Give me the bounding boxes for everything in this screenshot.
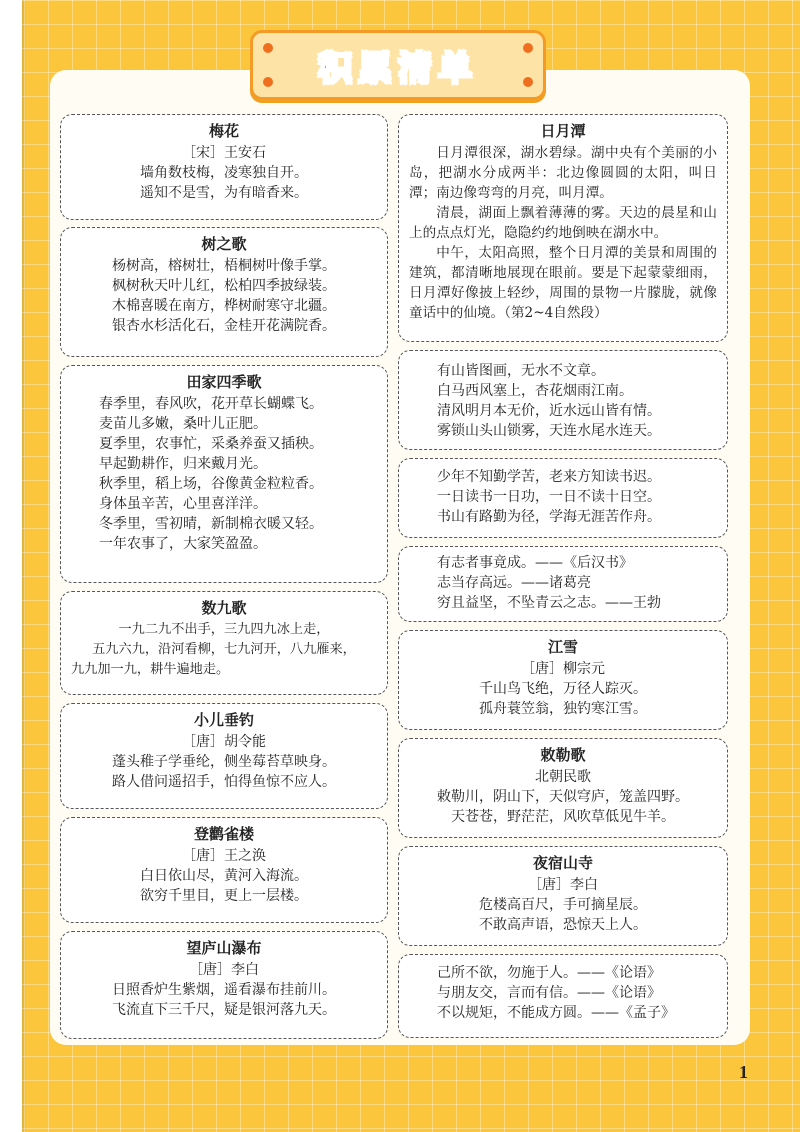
card-tianjia — [60, 365, 388, 583]
card-title: 树之歌 — [201, 235, 247, 253]
poem-line: 夏季里，农事忙，采桑养蚕又插秧。 — [99, 436, 323, 452]
card-author: ［唐］柳宗元 — [521, 661, 605, 677]
poem-line: 枫树秋天叶儿红，松柏四季披绿装。 — [112, 278, 336, 294]
poem-line: 杨树高，榕树壮，梧桐树叶像手掌。 — [112, 258, 336, 274]
card-classic-quotes — [398, 954, 728, 1038]
poem-line: 飞流直下三千尺，疑是银河落九天。 — [112, 1002, 336, 1018]
poem-line: 白日依山尽，黄河入海流。 — [140, 868, 308, 884]
card-study-proverbs — [398, 458, 728, 538]
verse-line: 一日读书一日功，一日不读十日空。 — [437, 489, 661, 505]
poem-line: 遥知不是雪，为有暗香来。 — [140, 185, 308, 201]
page-title: 积累清单 — [318, 48, 478, 89]
card-ambition-quotes — [398, 546, 728, 622]
card-xiaoer — [60, 703, 388, 809]
card-title: 小儿垂钓 — [193, 711, 254, 729]
card-title: 数九歌 — [201, 599, 247, 617]
poem-line: 欲穷千里目，更上一层楼。 — [140, 888, 308, 904]
poem-line: 木棉喜暖在南方，桦树耐寒守北疆。 — [112, 298, 336, 314]
quote-line: 不以规矩，不能成方圆。——《孟子》 — [437, 1005, 675, 1021]
card-author: ［宋］王安石 — [182, 145, 266, 161]
card-title: 望庐山瀑布 — [186, 939, 262, 957]
poem-line: 天苍苍，野茫茫，风吹草低见牛羊。 — [451, 809, 675, 825]
passage-paragraph: 中午，太阳高照，整个日月潭的美景和周围的建筑，都清晰地展现在眼前。要是下起蒙蒙细雨，日月潭好像披上轻纱，周围的景物一片朦胧，就像童话中的仙境。（第2~4自然段） — [409, 245, 717, 321]
card-title: 夜宿山寺 — [532, 854, 593, 872]
card-couplets — [398, 350, 728, 450]
card-title: 梅花 — [208, 122, 239, 140]
card-chilege — [398, 738, 728, 838]
poem-line: 秋季里，稻上场，谷像黄金粒粒香。 — [99, 476, 323, 492]
card-meihua — [60, 114, 388, 220]
card-author: 北朝民歌 — [535, 769, 591, 785]
card-author: ［唐］李白 — [528, 877, 598, 893]
title-banner — [250, 30, 546, 100]
poem-line: 危楼高百尺，手可摘星辰。 — [479, 897, 647, 913]
card-author: ［唐］李白 — [189, 962, 259, 978]
quote-line: 有志者事竟成。——《后汉书》 — [437, 555, 633, 571]
verse-line: 雾锁山头山锁雾，天连水尾水连天。 — [437, 423, 661, 439]
passage-paragraph: 日月潭很深，湖水碧绿。湖中央有个美丽的小岛，把湖水分成两半：北边像圆圆的太阳，叫日潭；南边像弯弯的月亮，叫月潭。 — [409, 145, 717, 201]
banner-dot — [523, 43, 533, 53]
poem-line: 五九六九，沿河看柳，七九河开，八九雁来， — [92, 642, 356, 657]
card-shujiuge — [60, 591, 388, 695]
poem-line: 敕勒川，阴山下，天似穹庐，笼盖四野。 — [437, 789, 689, 805]
page-number: 1 — [739, 1062, 748, 1082]
poem-line: 冬季里，雪初晴，新制棉衣暖又轻。 — [99, 516, 323, 532]
card-title: 田家四季歌 — [186, 373, 262, 391]
card-yesushansi — [398, 846, 728, 946]
banner-dot — [263, 77, 273, 87]
poem-line: 不敢高声语，恐惊天上人。 — [479, 917, 647, 933]
quote-line: 穷且益坚，不坠青云之志。——王勃 — [437, 595, 661, 611]
poem-line: 银杏水杉活化石，金桂开花满院香。 — [112, 318, 336, 334]
quote-line: 志当存高远。——诸葛亮 — [437, 575, 591, 591]
card-jiangxue — [398, 630, 728, 730]
verse-line: 书山有路勤为径，学海无涯苦作舟。 — [437, 509, 661, 525]
poem-line: 麦苗儿多嫩，桑叶儿正肥。 — [99, 416, 267, 432]
card-title: 敕勒歌 — [540, 746, 586, 764]
poem-line: 日照香炉生紫烟，遥看瀑布挂前川。 — [112, 982, 336, 998]
banner-dot — [263, 43, 273, 53]
verse-line: 白马西风塞上，杏花烟雨江南。 — [437, 383, 633, 399]
card-author: ［唐］胡令能 — [182, 734, 266, 750]
verse-line: 有山皆图画，无水不文章。 — [437, 363, 605, 379]
poem-line: 身体虽辛苦，心里喜洋洋。 — [99, 496, 267, 512]
poem-line: 蓬头稚子学垂纶，侧坐莓苔草映身。 — [112, 754, 336, 770]
quote-line: 己所不欲，勿施于人。——《论语》 — [437, 965, 661, 981]
page-binding-edge — [0, 0, 22, 1132]
card-dengguan — [60, 817, 388, 923]
card-shuzhige — [60, 227, 388, 357]
card-lushan — [60, 931, 388, 1039]
poem-line: 路人借问遥招手，怕得鱼惊不应人。 — [112, 774, 336, 790]
poem-line: 春季里，春风吹，花开草长蝴蝶飞。 — [99, 396, 323, 412]
poem-line: 千山鸟飞绝，万径人踪灭。 — [479, 681, 647, 697]
card-title: 登鹳雀楼 — [193, 825, 254, 843]
poem-line: 孤舟蓑笠翁，独钓寒江雪。 — [479, 701, 647, 717]
poem-line: 一九二九不出手，三九四九冰上走， — [118, 622, 330, 637]
quote-line: 与朋友交，言而有信。——《论语》 — [437, 985, 661, 1001]
verse-line: 清风明月本无价，近水远山皆有情。 — [437, 403, 661, 419]
card-title: 日月潭 — [540, 122, 586, 140]
card-riyuetan — [398, 114, 728, 342]
card-author: ［唐］王之涣 — [182, 848, 266, 864]
verse-line: 少年不知勤学苦，老来方知读书迟。 — [437, 469, 661, 485]
card-title: 江雪 — [547, 638, 578, 656]
banner-dot — [523, 77, 533, 87]
poem-line: 一年农事了，大家笑盈盈。 — [99, 536, 267, 552]
passage-paragraph: 清晨，湖面上飘着薄薄的雾。天边的晨星和山上的点点灯光，隐隐约约地倒映在湖水中。 — [409, 205, 717, 241]
poem-line: 墙角数枝梅，凌寒独自开。 — [140, 165, 308, 181]
poem-line: 九九加一九，耕牛遍地走。 — [71, 662, 230, 677]
poem-line: 早起勤耕作，归来戴月光。 — [99, 456, 267, 472]
